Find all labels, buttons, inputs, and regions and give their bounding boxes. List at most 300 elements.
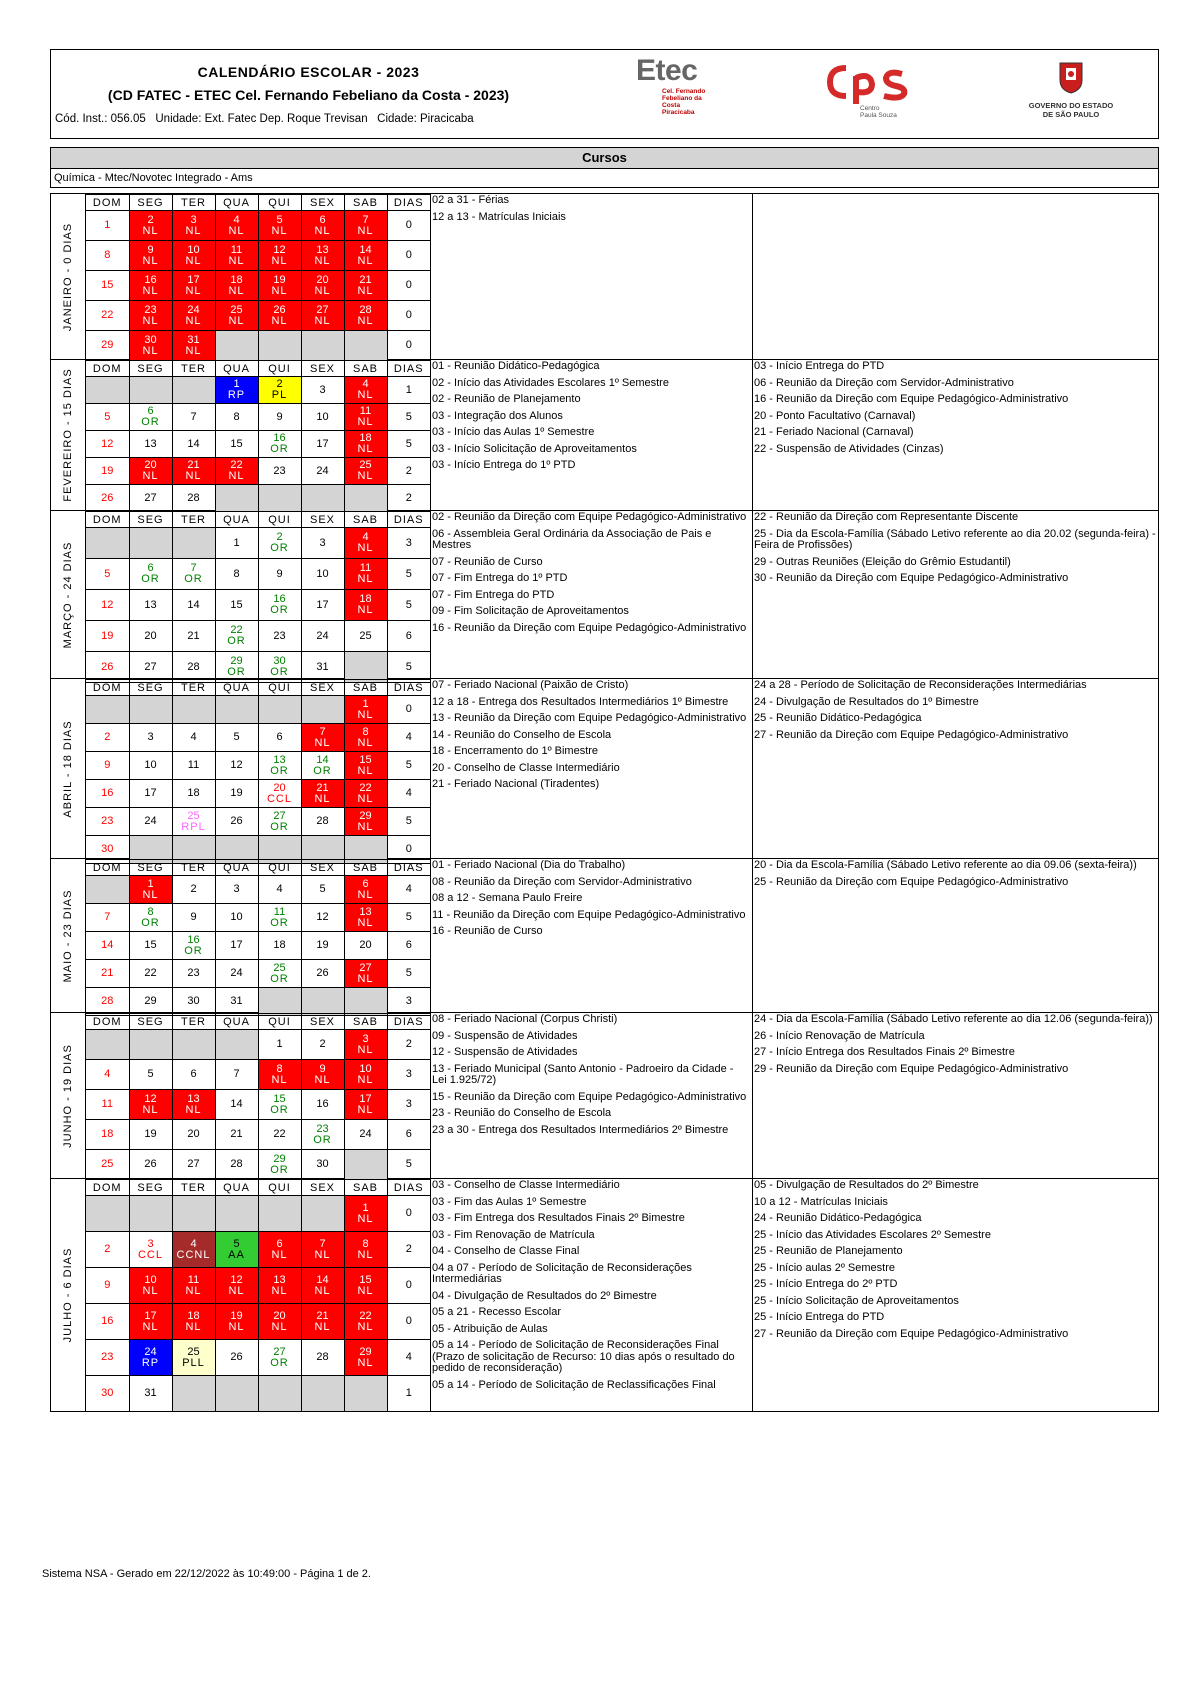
day-cell — [344, 960, 387, 988]
day-cell — [215, 241, 258, 271]
month-calendar — [86, 360, 431, 510]
day-cell — [301, 377, 344, 404]
week-row — [86, 1340, 430, 1376]
school-days-count — [387, 752, 430, 780]
day-cell — [215, 808, 258, 836]
event-item: 15 - Reunião da Direção com Equipe Pedagógico-Administrativo — [432, 1090, 747, 1103]
day-code: CCL — [137, 1248, 163, 1261]
day-code: NL — [228, 224, 245, 237]
school-days-count — [387, 932, 430, 960]
day-number: 6 — [276, 1237, 283, 1250]
event-item: 16 - Reunião da Direção com Equipe Pedagógico-Administrativo — [432, 621, 747, 634]
day-number: 13 — [144, 437, 157, 450]
day-cell — [86, 932, 129, 960]
school-days-count — [387, 1090, 430, 1120]
week-row — [86, 1060, 430, 1090]
day-cell — [258, 1120, 301, 1150]
weekday-header: SAB — [344, 195, 387, 211]
day-code: NL — [142, 1103, 159, 1116]
day-number: 14 — [187, 598, 200, 611]
month-events-right — [753, 511, 1158, 678]
day-cell — [86, 431, 129, 458]
weekday-header: SAB — [344, 860, 387, 876]
week-row — [86, 696, 430, 724]
day-number: 10 — [144, 759, 157, 771]
day-cell — [301, 904, 344, 932]
day-cell — [301, 652, 344, 683]
month-label-text: JULHO - 6 DIAS — [62, 1247, 74, 1343]
day-cell — [172, 1030, 215, 1060]
day-number: 26 — [101, 491, 114, 504]
day-cell — [86, 590, 129, 621]
day-code: NL — [142, 224, 159, 237]
day-number: 4 — [362, 531, 369, 543]
day-number: 21 — [101, 967, 114, 979]
day-cell — [215, 1150, 258, 1180]
day-code: OR — [270, 604, 289, 616]
day-cell — [215, 780, 258, 808]
day-code: NL — [271, 1284, 288, 1297]
day-number: 10 — [316, 567, 329, 580]
day-cell — [301, 271, 344, 301]
day-cell — [344, 485, 387, 512]
day-code: OR — [270, 443, 289, 455]
weekday-header: DOM — [86, 512, 129, 528]
etec-logo — [636, 54, 736, 124]
weekday-header: DIAS — [387, 860, 430, 876]
day-number: 12 — [144, 1092, 157, 1105]
week-row — [86, 1196, 430, 1232]
day-number: 19 — [101, 629, 114, 642]
day-number: 1 — [233, 378, 240, 390]
day-number: 9 — [104, 759, 111, 771]
week-row — [86, 724, 430, 752]
day-number: 8 — [362, 1237, 369, 1250]
day-cell — [301, 1150, 344, 1180]
day-cell — [344, 1232, 387, 1268]
day-number: 18 — [273, 939, 286, 951]
event-item: 25 - Reunião de Planejamento — [754, 1245, 903, 1257]
week-row — [86, 1268, 430, 1304]
day-cell — [258, 590, 301, 621]
day-cell — [258, 431, 301, 458]
day-number: 26 — [144, 1158, 157, 1170]
event-item: 01 - Feriado Nacional (Dia do Trabalho) — [432, 859, 626, 871]
day-number: 12 — [316, 911, 329, 923]
event-item: 02 - Reunião de Planejamento — [432, 393, 581, 405]
day-number: 4 — [405, 787, 412, 799]
day-number: 26 — [316, 967, 329, 979]
day-number: 21 — [187, 629, 200, 642]
day-cell — [258, 241, 301, 271]
day-code: NL — [357, 1248, 374, 1261]
day-number: 26 — [101, 660, 114, 673]
day-cell — [258, 528, 301, 559]
week-row — [86, 1376, 430, 1412]
event-item: 10 a 12 - Matrículas Iniciais — [754, 1195, 888, 1208]
day-number: 2 — [405, 491, 412, 504]
day-number: 25 — [359, 629, 372, 642]
day-number: 1 — [405, 383, 412, 396]
day-number: 1 — [233, 536, 240, 549]
day-cell — [129, 932, 172, 960]
event-item: 08 - Reunião da Direção com Servidor-Administrativo — [432, 875, 692, 888]
day-cell — [258, 1150, 301, 1180]
day-cell — [344, 752, 387, 780]
day-number: 21 — [316, 781, 329, 794]
day-code: NL — [142, 1284, 159, 1297]
day-cell — [258, 1196, 301, 1232]
day-code: OR — [270, 916, 289, 929]
day-code: NL — [314, 224, 331, 237]
day-cell — [129, 1090, 172, 1120]
day-code: OR — [270, 820, 289, 833]
day-number: 22 — [230, 459, 243, 471]
event-item: 03 - Fim Entrega dos Resultados Finais 2º Bimestre — [432, 1212, 685, 1224]
day-number: 11 — [187, 1273, 200, 1286]
day-cell — [129, 960, 172, 988]
day-number: 30 — [273, 655, 286, 667]
day-cell — [344, 1304, 387, 1340]
day-cell — [172, 458, 215, 485]
day-number: 28 — [359, 303, 372, 316]
week-row — [86, 904, 430, 932]
day-cell — [301, 988, 344, 1016]
day-number: 9 — [276, 567, 283, 580]
day-cell — [344, 590, 387, 621]
day-code: AA — [228, 1248, 245, 1261]
day-cell — [301, 331, 344, 361]
day-number: 25 — [187, 1345, 200, 1358]
week-row — [86, 621, 430, 652]
day-cell — [86, 377, 129, 404]
etec-logo-sub: Cel. Fernando Febeliano da Costa Piracicaba — [662, 88, 706, 116]
school-days-count — [387, 458, 430, 485]
day-cell — [86, 1340, 129, 1376]
week-row — [86, 331, 430, 361]
day-number: 22 — [359, 1309, 372, 1322]
day-number: 0 — [405, 1207, 412, 1219]
day-number: 3 — [405, 995, 412, 1007]
day-cell — [344, 211, 387, 241]
month-events-left — [431, 511, 753, 678]
event-item: 04 - Divulgação de Resultados do 2º Bimestre — [432, 1289, 657, 1302]
day-number: 19 — [144, 1128, 157, 1140]
event-item: 09 - Fim Solicitação de Aproveitamentos — [432, 605, 629, 617]
day-number: 18 — [359, 593, 372, 605]
day-number: 17 — [316, 598, 329, 611]
school-days-count — [387, 331, 430, 361]
day-cell — [215, 1304, 258, 1340]
day-cell — [301, 724, 344, 752]
day-number: 24 — [316, 464, 329, 477]
day-code: NL — [271, 1073, 288, 1086]
day-code: NL — [357, 1073, 374, 1086]
day-number: 15 — [359, 1273, 372, 1286]
day-cell — [86, 1030, 129, 1060]
month-calendar — [86, 511, 431, 678]
day-cell — [86, 652, 129, 683]
event-item: 20 - Conselho de Classe Intermediário — [432, 761, 620, 774]
day-number: 27 — [316, 303, 329, 316]
day-number: 0 — [405, 309, 412, 321]
day-cell — [86, 1304, 129, 1340]
school-days-count — [387, 528, 430, 559]
day-code: NL — [185, 1320, 202, 1333]
day-number: 24 — [316, 629, 329, 642]
day-cell — [344, 904, 387, 932]
day-number: 7 — [233, 1068, 240, 1080]
day-number: 26 — [273, 303, 286, 316]
day-number: 29 — [144, 995, 157, 1007]
day-cell — [129, 590, 172, 621]
cps-logo-sub: Centro Paula Souza — [860, 105, 897, 119]
day-number: 6 — [319, 213, 326, 226]
day-number: 30 — [144, 333, 157, 346]
month-block — [51, 359, 1158, 510]
day-cell — [172, 932, 215, 960]
day-number: 0 — [405, 339, 412, 351]
day-number: 17 — [359, 1092, 372, 1105]
day-cell — [301, 485, 344, 512]
day-number: 9 — [190, 911, 197, 923]
day-number: 5 — [405, 437, 412, 450]
event-item: 11 - Reunião da Direção com Equipe Pedagógico-Administrativo — [432, 908, 746, 921]
school-days-count — [387, 808, 430, 836]
day-cell — [129, 241, 172, 271]
day-number: 24 — [230, 967, 243, 979]
day-cell — [172, 652, 215, 683]
day-cell — [172, 559, 215, 590]
day-cell — [215, 621, 258, 652]
school-days-count — [387, 559, 430, 590]
month-label — [51, 511, 86, 678]
day-cell — [215, 404, 258, 431]
day-number: 3 — [147, 1237, 154, 1250]
day-number: 1 — [362, 697, 369, 710]
day-number: 22 — [101, 309, 114, 321]
day-cell — [258, 652, 301, 683]
day-code: NL — [271, 224, 288, 237]
school-days-count — [387, 988, 430, 1016]
day-number: 11 — [273, 905, 286, 918]
event-item: 29 - Reunião da Direção com Equipe Pedagógico-Administrativo — [754, 1062, 1069, 1075]
school-days-count — [387, 1196, 430, 1232]
event-item: 05 a 14 - Período de Solicitação de Reconsiderações Final (Prazo de solicitação de Recurso: 10 dias após o resultado do pedido de reconsideração) — [432, 1339, 735, 1374]
week-row — [86, 377, 430, 404]
weekday-header: DIAS — [387, 1014, 430, 1030]
month-events-left — [431, 194, 753, 359]
day-number: 5 — [104, 567, 111, 580]
day-cell — [215, 696, 258, 724]
weekday-header: QUI — [258, 361, 301, 377]
day-cell — [344, 559, 387, 590]
day-code: NL — [357, 284, 374, 297]
weekday-header: SEX — [301, 680, 344, 696]
day-cell — [129, 1376, 172, 1412]
day-number: 29 — [359, 809, 372, 822]
month-events-left — [431, 360, 753, 510]
weekday-header: DOM — [86, 195, 129, 211]
day-cell — [258, 211, 301, 241]
day-number: 8 — [233, 567, 240, 580]
weekday-header: QUA — [215, 361, 258, 377]
day-cell — [215, 431, 258, 458]
day-code: OR — [313, 1133, 332, 1146]
day-number: 26 — [230, 815, 243, 827]
day-number: 12 — [101, 598, 114, 611]
day-cell — [86, 301, 129, 331]
day-number: 23 — [316, 1122, 329, 1135]
day-cell — [215, 301, 258, 331]
event-item: 23 - Reunião do Conselho de Escola — [432, 1107, 612, 1119]
day-number: 2 — [405, 464, 412, 477]
day-cell — [258, 404, 301, 431]
day-number: 29 — [101, 339, 114, 351]
weekday-header: TER — [172, 512, 215, 528]
day-number: 2 — [405, 1038, 412, 1050]
day-number: 7 — [104, 911, 111, 923]
school-days-count — [387, 271, 430, 301]
day-cell — [172, 621, 215, 652]
weekday-header: TER — [172, 361, 215, 377]
day-number: 27 — [359, 961, 372, 974]
day-cell — [301, 960, 344, 988]
day-number: 31 — [316, 660, 329, 673]
week-row — [86, 960, 430, 988]
day-cell — [258, 808, 301, 836]
day-number: 30 — [101, 1387, 114, 1399]
day-code: OR — [227, 635, 246, 647]
day-number: 8 — [362, 725, 369, 738]
day-cell — [301, 932, 344, 960]
day-number: 16 — [101, 1315, 114, 1327]
weekday-header: QUI — [258, 1180, 301, 1196]
school-days-count — [387, 301, 430, 331]
day-number: 23 — [101, 1351, 114, 1363]
week-row — [86, 458, 430, 485]
day-number: 13 — [273, 1273, 286, 1286]
event-item: 29 - Outras Reuniões (Eleição do Grêmio Estudantil) — [754, 555, 1011, 568]
event-item: 05 a 21 - Recesso Escolar — [432, 1306, 562, 1318]
etec-logo-text: Etec — [636, 54, 698, 87]
day-number: 3 — [233, 883, 240, 895]
event-item: 03 - Início Solicitação de Aproveitamentos — [432, 442, 637, 455]
day-number: 7 — [319, 725, 326, 738]
weekday-header: QUI — [258, 1014, 301, 1030]
weekday-header: DIAS — [387, 361, 430, 377]
day-cell — [86, 1060, 129, 1090]
day-code: OR — [270, 542, 289, 554]
weekday-header: SEG — [129, 512, 172, 528]
day-number: 3 — [190, 213, 197, 226]
event-item: 27 - Início Entrega dos Resultados Finais 2º Bimestre — [754, 1046, 1015, 1058]
day-number: 5 — [405, 815, 412, 827]
day-cell — [258, 1232, 301, 1268]
day-number: 27 — [273, 1345, 286, 1358]
day-cell — [258, 988, 301, 1016]
day-number: 5 — [405, 410, 412, 423]
school-days-count — [387, 1030, 430, 1060]
day-cell — [129, 1304, 172, 1340]
day-cell — [258, 1340, 301, 1376]
month-label — [51, 1013, 86, 1178]
day-number: 3 — [405, 1098, 412, 1110]
month-label-text: JANEIRO - 0 DIAS — [62, 222, 74, 331]
day-cell — [215, 1268, 258, 1304]
day-code: NL — [185, 344, 202, 357]
day-number: 16 — [144, 273, 157, 286]
day-number: 2 — [190, 883, 197, 895]
day-number: 5 — [405, 967, 412, 979]
school-days-count — [387, 1340, 430, 1376]
day-code: NL — [271, 254, 288, 267]
event-item: 09 - Suspensão de Atividades — [432, 1029, 578, 1042]
day-cell — [172, 876, 215, 904]
day-cell — [215, 752, 258, 780]
event-item: 25 - Reunião da Direção com Equipe Pedagógico-Administrativo — [754, 875, 1069, 888]
day-cell — [344, 1030, 387, 1060]
day-cell — [215, 988, 258, 1016]
coat-of-arms-icon — [1057, 60, 1085, 94]
day-cell — [301, 1120, 344, 1150]
weekday-header: SEG — [129, 1014, 172, 1030]
day-number: 27 — [187, 1158, 200, 1170]
weekday-header: DIAS — [387, 680, 430, 696]
day-cell — [172, 241, 215, 271]
day-code: CCL — [266, 792, 292, 805]
event-item: 03 - Início Entrega do 1º PTD — [432, 459, 576, 471]
weekday-header: TER — [172, 1014, 215, 1030]
month-events-right — [753, 1179, 1158, 1411]
month-calendar — [86, 859, 431, 1012]
day-cell — [215, 559, 258, 590]
month-events-right — [753, 679, 1158, 858]
event-item: 25 - Início Entrega do PTD — [754, 1311, 885, 1323]
day-code: NL — [271, 284, 288, 297]
day-number: 21 — [187, 459, 200, 471]
day-cell — [301, 559, 344, 590]
day-cell — [129, 752, 172, 780]
weekday-header: SEX — [301, 1014, 344, 1030]
day-cell — [129, 988, 172, 1016]
event-item: 01 - Reunião Didático-Pedagógica — [432, 360, 600, 372]
event-item: 24 - Dia da Escola-Família (Sábado Letivo referente ao dia 12.06 (segunda-feira)) — [754, 1013, 1153, 1025]
day-cell — [301, 590, 344, 621]
day-cell — [344, 1268, 387, 1304]
day-cell — [215, 1030, 258, 1060]
day-cell — [258, 377, 301, 404]
week-row — [86, 404, 430, 431]
day-number: 9 — [147, 243, 154, 256]
day-number: 1 — [362, 1201, 369, 1214]
day-cell — [301, 1030, 344, 1060]
month-label-text: JUNHO - 19 DIAS — [62, 1043, 74, 1148]
weekday-header: SEX — [301, 195, 344, 211]
day-code: OR — [270, 1163, 289, 1176]
day-cell — [129, 876, 172, 904]
day-number: 11 — [359, 405, 372, 417]
day-code: NL — [357, 888, 374, 901]
day-number: 8 — [233, 410, 240, 423]
day-cell — [129, 1150, 172, 1180]
page-subtitle: (CD FATEC - ETEC Cel. Fernando Febeliano da Costa - 2023) — [107, 87, 510, 103]
event-item: 22 - Reunião da Direção com Representante Discente — [754, 511, 1019, 523]
day-code: NL — [357, 1103, 374, 1116]
day-cell — [172, 904, 215, 932]
day-code: RP — [141, 1356, 160, 1369]
day-number: 30 — [187, 995, 200, 1007]
